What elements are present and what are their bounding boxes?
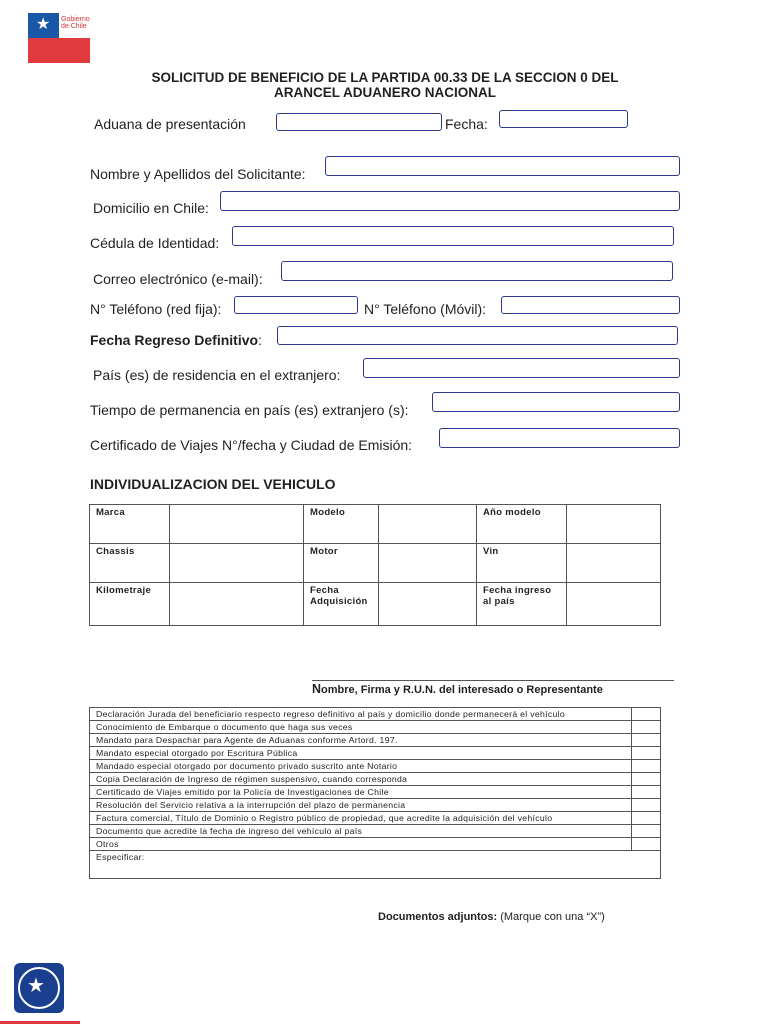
fecha-regreso-label: Fecha Regreso Definitivo: (90, 332, 262, 348)
document-row (90, 734, 661, 747)
fecha-label: Fecha: (445, 116, 488, 132)
document-row (90, 708, 661, 721)
table-row (90, 505, 661, 544)
document-row (90, 799, 661, 812)
document-checkbox[interactable] (632, 747, 661, 760)
document-row (90, 721, 661, 734)
correo-label: Correo electrónico (e-mail): (93, 271, 263, 287)
document-item-label: Otros (90, 838, 632, 851)
pais-field[interactable] (363, 358, 680, 378)
tel-fijo-label: N° Teléfono (red fija): (90, 301, 222, 317)
fecha-ingreso-field[interactable] (567, 583, 661, 626)
anio-modelo-field[interactable] (567, 505, 661, 544)
gobierno-logo (28, 13, 90, 63)
pais-label: País (es) de residencia en el extranjero: (93, 367, 341, 383)
documentos-adjuntos-caption: Documentos adjuntos: (Marque con una “X”) (378, 911, 605, 923)
vehicle-section-title: INDIVIDUALIZACION DEL VEHICULO (90, 476, 336, 492)
marca-field[interactable] (170, 505, 304, 544)
document-checkbox[interactable] (632, 786, 661, 799)
fecha-adquisicion-field[interactable] (379, 583, 477, 626)
document-item-label: Copia Declaración de Ingreso de régimen suspensivo, cuando corresponda (90, 773, 632, 786)
document-item-label: Certificado de Viajes emitido por la Policía de Investigaciones de Chile (90, 786, 632, 799)
document-checkbox[interactable] (632, 812, 661, 825)
anio-modelo-label: Año modelo (477, 505, 567, 544)
especificar-field[interactable]: Especificar: (90, 851, 661, 879)
marca-label: Marca (90, 505, 170, 544)
tel-fijo-field[interactable] (234, 296, 358, 314)
vin-label: Vin (477, 544, 567, 583)
motor-field[interactable] (379, 544, 477, 583)
tel-movil-field[interactable] (501, 296, 680, 314)
correo-field[interactable] (281, 261, 673, 281)
fecha-ingreso-label: Fecha ingreso al país (477, 583, 567, 626)
document-item-label: Mandato para Despachar para Agente de Aduanas conforme Artord. 197. (90, 734, 632, 747)
tiempo-field[interactable] (432, 392, 680, 412)
documents-table (89, 707, 661, 879)
kilometraje-field[interactable] (170, 583, 304, 626)
star-icon: ★ (36, 16, 51, 33)
kilometraje-label: Kilometraje (90, 583, 170, 626)
especificar-row (90, 851, 661, 879)
logo-text: Gobierno de Chile (61, 16, 90, 30)
vin-field[interactable] (567, 544, 661, 583)
nombre-field[interactable] (325, 156, 680, 176)
fecha-adquisicion-label: Fecha Adquisición (304, 583, 379, 626)
domicilio-label: Domicilio en Chile: (93, 200, 209, 216)
document-checkbox[interactable] (632, 838, 661, 851)
aduanas-badge-logo (14, 963, 64, 1013)
document-row (90, 825, 661, 838)
chassis-label: Chassis (90, 544, 170, 583)
document-checkbox[interactable] (632, 799, 661, 812)
document-checkbox[interactable] (632, 760, 661, 773)
document-checkbox[interactable] (632, 825, 661, 838)
document-item-label: Documento que acredite la fecha de ingreso del vehículo al país (90, 825, 632, 838)
document-row (90, 786, 661, 799)
vehicle-table (89, 504, 661, 626)
document-item-label: Declaración Jurada del beneficiario respecto regreso definitivo al país y domicilio donde permanecerá el vehículo (90, 708, 632, 721)
tel-movil-label: N° Teléfono (Móvil): (364, 301, 487, 317)
modelo-label: Modelo (304, 505, 379, 544)
document-item-label: Mandado especial otorgado por documento privado suscrito ante Notario (90, 760, 632, 773)
document-row (90, 760, 661, 773)
cedula-label: Cédula de Identidad: (90, 235, 220, 251)
modelo-field[interactable] (379, 505, 477, 544)
aduana-label: Aduana de presentación (94, 116, 246, 132)
nombre-label: Nombre y Apellidos del Solicitante: (90, 166, 306, 182)
document-item-label: Mandato especial otorgado por Escritura Pública (90, 747, 632, 760)
document-item-label: Resolución del Servicio relativa a la interrupción del plazo de permanencia (90, 799, 632, 812)
document-checkbox[interactable] (632, 708, 661, 721)
document-row (90, 773, 661, 786)
document-item-label: Conocimiento de Embarque o documento que haga sus veces (90, 721, 632, 734)
domicilio-field[interactable] (220, 191, 680, 211)
fecha-regreso-field[interactable] (277, 326, 678, 345)
star-icon: ★ (27, 975, 45, 997)
signature-label: Nombre, Firma y R.U.N. del interesado o Representante (312, 682, 603, 696)
document-row (90, 812, 661, 825)
aduana-field[interactable] (276, 113, 442, 131)
form-title: SOLICITUD DE BENEFICIO DE LA PARTIDA 00.33 DE LA SECCION 0 DEL ARANCEL ADUANERO NACIONAL (151, 70, 619, 100)
certificado-label: Certificado de Viajes N°/fecha y Ciudad de Emisión: (90, 437, 413, 453)
document-item-label: Factura comercial, Título de Dominio o Registro público de propiedad, que acredite la adquisición del vehículo (90, 812, 632, 825)
chassis-field[interactable] (170, 544, 304, 583)
tiempo-label: Tiempo de permanencia en país (es) extranjero (s): (90, 402, 409, 418)
signature-line[interactable] (312, 680, 674, 681)
cedula-field[interactable] (232, 226, 674, 246)
motor-label: Motor (304, 544, 379, 583)
document-checkbox[interactable] (632, 734, 661, 747)
fecha-field[interactable] (499, 110, 628, 128)
table-row (90, 583, 661, 626)
document-checkbox[interactable] (632, 773, 661, 786)
document-checkbox[interactable] (632, 721, 661, 734)
document-row (90, 838, 661, 851)
document-row (90, 747, 661, 760)
certificado-field[interactable] (439, 428, 680, 448)
table-row (90, 544, 661, 583)
